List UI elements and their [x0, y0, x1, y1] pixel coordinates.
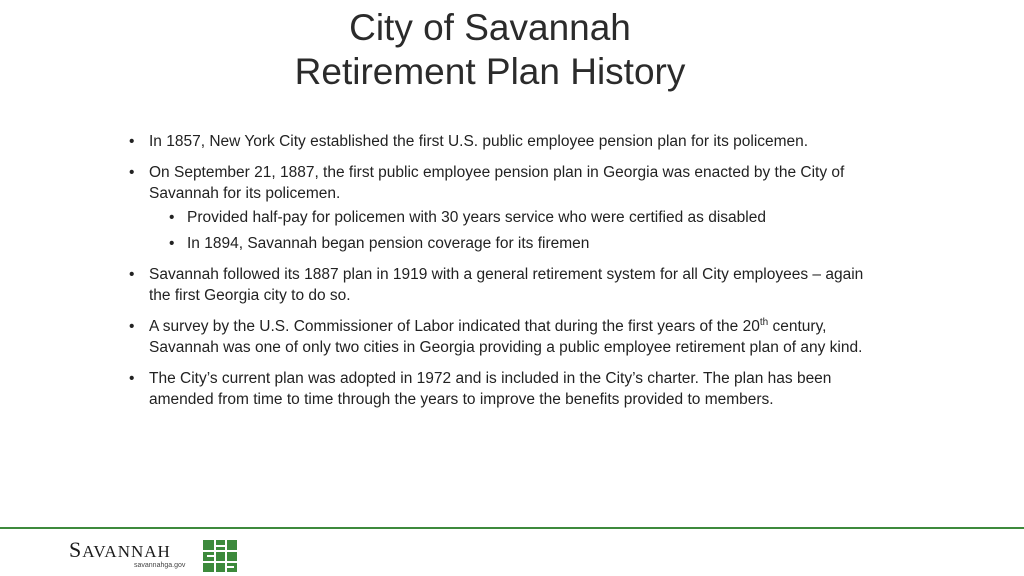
footer-divider — [0, 527, 1024, 529]
logo-url: savannahga.gov — [134, 562, 186, 569]
bullet-text: Savannah followed its 1887 plan in 1919 with a general retirement system for all City employees – again the first Georgia city to do so. — [149, 266, 864, 304]
savannah-logo-wordmark — [69, 538, 171, 564]
bullet-item — [127, 131, 887, 152]
bullet-item — [127, 264, 887, 306]
title-line-2: Retirement Plan History — [294, 51, 686, 92]
superscript-th: th — [759, 316, 769, 328]
bullet-text: The City’s current plan was adopted in 1972 and is included in the City’s charter. The plan has been amended from time to time through the years to improve the benefits provided to members. — [149, 370, 832, 408]
sub-bullet-text: Provided half-pay for policemen with 30 years service who were certified as disabled — [187, 209, 766, 226]
sub-bullet-text: In 1894, Savannah began pension coverage for its firemen — [187, 235, 590, 252]
bullet-text: On September 21, 1887, the first public employee pension plan in Georgia was enacted by the City of Savannah for its policemen. — [149, 164, 845, 202]
sub-bullet-item — [149, 207, 887, 228]
savannah-green-grid-icon — [203, 540, 237, 572]
bullet-item — [127, 368, 887, 410]
bullet-text-post: century, Savannah was one of only two cities in Georgia providing a public employee retirement plan of any kind. — [149, 318, 863, 356]
bullet-list — [127, 131, 887, 420]
sub-bullet-list — [149, 207, 887, 254]
slide-title — [0, 6, 980, 94]
bullet-text: In 1857, New York City established the first U.S. public employee pension plan for its policemen. — [149, 133, 809, 150]
logo-rest: AVANNAH — [82, 542, 171, 561]
title-line-1: City of Savannah — [349, 7, 631, 48]
bullet-item — [127, 316, 887, 358]
logo-first-letter: S — [69, 537, 83, 562]
bullet-item — [127, 162, 887, 254]
bullet-text-pre: A survey by the U.S. Commissioner of Labor indicated that during the first years of the 20 — [149, 318, 760, 335]
sub-bullet-item — [149, 233, 887, 254]
